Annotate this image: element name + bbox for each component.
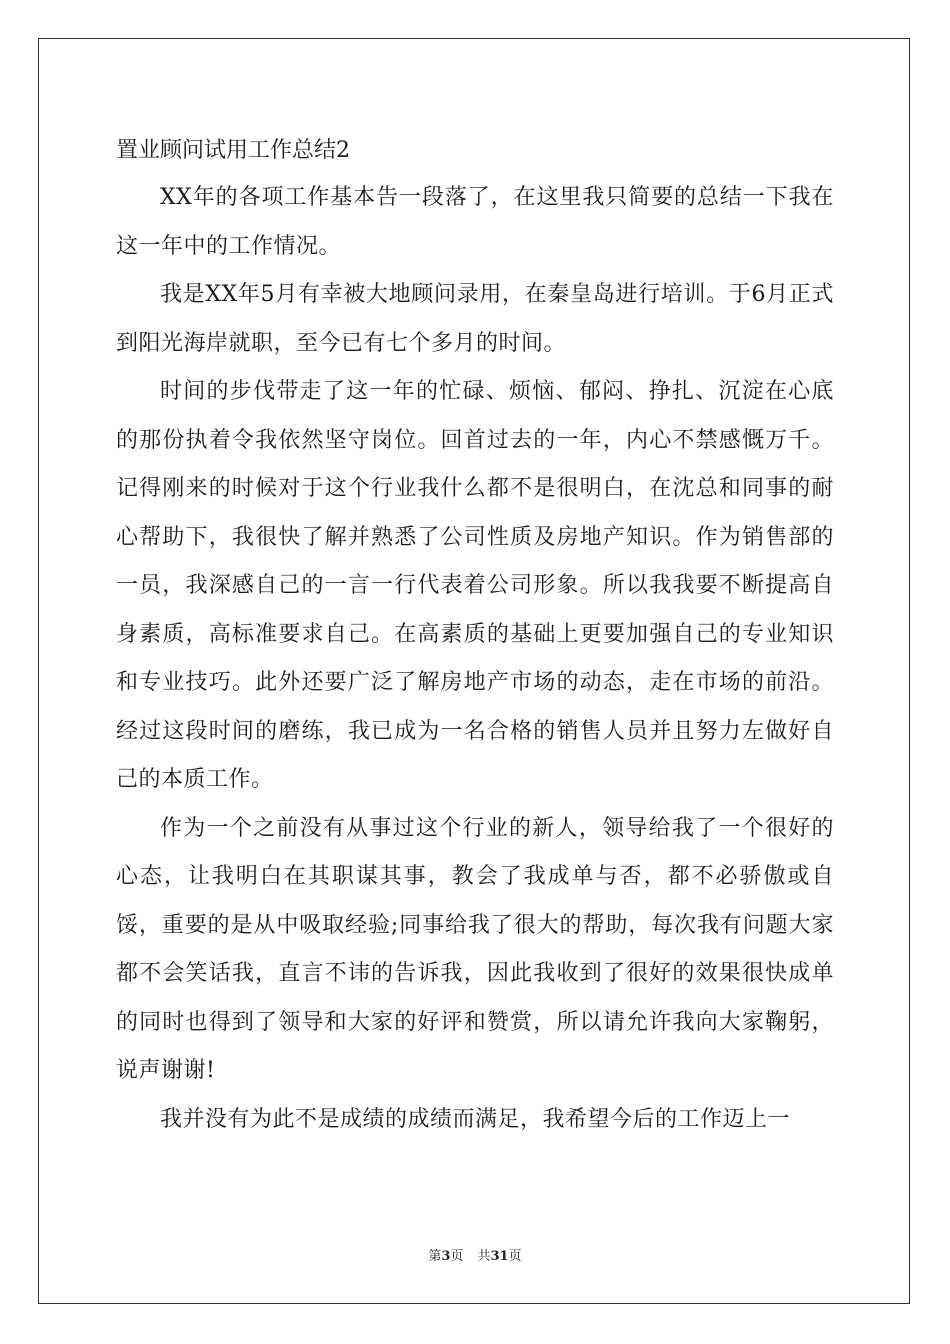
paragraph: 我是XX年5月有幸被大地顾问录用，在秦皇岛进行培训。于6月正式到阳光海岸就职，至今已有七个多月的时间。 xyxy=(116,282,834,356)
paragraph: XX年的各项工作基本告一段落了，在这里我只简要的总结一下我在这一年中的工作情况。 xyxy=(116,185,834,259)
paragraph: 时间的步伐带走了这一年的忙碌、烦恼、郁闷、挣扎、沉淀在心底的那份执着令我依然坚守岗位。回首过去的一年，内心不禁感慨万千。记得刚来的时候对于这个行业我什么都不是很明白，在沈总和同事的耐心帮助下，我很快了解并熟悉了公司性质及房地产知识。作为销售部的一员，我深感自己的一言一行代表着公司形象。所以我我要不断提高自身素质，高标准要求自己。在高素质的基础上更要加强自己的专业知识和专业技巧。此外还要广泛了解房地产市场的动态，走在市场的前沿。经过这段时间的磨练，我已成为一名合格的销售人员并且努力左做好自己的本质工作。 xyxy=(116,379,834,792)
paragraph: 我并没有为此不是成绩的成绩而满足，我希望今后的工作迈上一 xyxy=(160,1106,791,1132)
paragraph: 作为一个之前没有从事过这个行业的新人，领导给我了一个很好的心态，让我明白在其职谋其事，教会了我成单与否，都不必骄傲或自馁，重要的是从中吸取经验;同事给我了很大的帮助，每次我有问题大家都不会笑话我，直言不讳的告诉我，因此我收到了很好的效果很快成单的同时也得到了领导和大家的好评和赞赏，所以请允许我向大家鞠躬，说声谢谢! xyxy=(116,815,834,1083)
total-suffix: 页 xyxy=(508,1249,522,1264)
total-prefix: 共 xyxy=(477,1249,491,1264)
total-pages: 31 xyxy=(490,1249,509,1264)
page-suffix: 页 xyxy=(450,1249,464,1264)
document-title: 置业顾问试用工作总结2 xyxy=(116,138,350,163)
page-number: 3 xyxy=(441,1249,451,1264)
page-prefix: 第 xyxy=(428,1249,442,1264)
page-footer xyxy=(0,1248,950,1266)
document-body xyxy=(116,128,834,1144)
